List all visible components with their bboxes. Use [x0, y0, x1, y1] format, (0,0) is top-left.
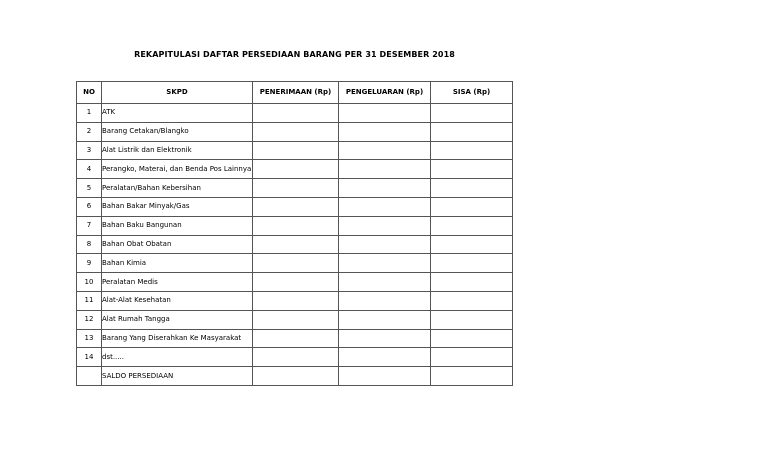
cell-no: 12	[77, 310, 102, 329]
cell-no: 10	[77, 273, 102, 292]
table-row	[77, 216, 513, 235]
table-row	[77, 273, 513, 292]
table-row	[77, 197, 513, 216]
cell-no	[77, 367, 102, 386]
cell-sisa	[431, 160, 513, 179]
cell-no: 2	[77, 122, 102, 141]
cell-penerimaan	[253, 310, 339, 329]
cell-penerimaan	[253, 367, 339, 386]
document-title: REKAPITULASI DAFTAR PERSEDIAAN BARANG PER 31 DESEMBER 2018	[134, 50, 455, 59]
cell-penerimaan	[253, 179, 339, 198]
table-row	[77, 329, 513, 348]
inventory-table	[76, 81, 513, 386]
cell-no: 14	[77, 348, 102, 367]
table-body	[77, 104, 513, 386]
cell-pengeluaran	[339, 273, 431, 292]
cell-pengeluaran	[339, 141, 431, 160]
table-row	[77, 141, 513, 160]
cell-no: 5	[77, 179, 102, 198]
cell-pengeluaran	[339, 216, 431, 235]
cell-sisa	[431, 179, 513, 198]
cell-penerimaan	[253, 216, 339, 235]
header-skpd: SKPD	[102, 82, 253, 104]
table-row	[77, 104, 513, 123]
cell-sisa	[431, 216, 513, 235]
cell-sisa	[431, 310, 513, 329]
cell-sisa	[431, 141, 513, 160]
cell-penerimaan	[253, 291, 339, 310]
cell-skpd: Peralatan Medis	[102, 273, 253, 292]
header-sisa: SISA (Rp)	[431, 82, 513, 104]
cell-sisa	[431, 197, 513, 216]
cell-penerimaan	[253, 348, 339, 367]
cell-sisa	[431, 104, 513, 123]
cell-sisa	[431, 254, 513, 273]
cell-no: 8	[77, 235, 102, 254]
header-penerimaan: PENERIMAAN (Rp)	[253, 82, 339, 104]
table-row	[77, 367, 513, 386]
cell-sisa	[431, 348, 513, 367]
cell-pengeluaran	[339, 367, 431, 386]
cell-pengeluaran	[339, 254, 431, 273]
header-pengeluaran: PENGELUARAN (Rp)	[339, 82, 431, 104]
cell-skpd: Perangko, Materai, dan Benda Pos Lainnya	[102, 160, 253, 179]
cell-no: 13	[77, 329, 102, 348]
cell-skpd: Bahan Kimia	[102, 254, 253, 273]
cell-penerimaan	[253, 104, 339, 123]
table-row	[77, 122, 513, 141]
table-row	[77, 348, 513, 367]
cell-no: 6	[77, 197, 102, 216]
cell-skpd: Bahan Obat Obatan	[102, 235, 253, 254]
cell-no: 4	[77, 160, 102, 179]
table-row	[77, 160, 513, 179]
table-row	[77, 179, 513, 198]
cell-penerimaan	[253, 273, 339, 292]
cell-skpd: Bahan Bakar Minyak/Gas	[102, 197, 253, 216]
cell-skpd: Alat Listrik dan Elektronik	[102, 141, 253, 160]
cell-pengeluaran	[339, 348, 431, 367]
cell-skpd: Bahan Baku Bangunan	[102, 216, 253, 235]
cell-penerimaan	[253, 235, 339, 254]
cell-skpd: Barang Cetakan/Blangko	[102, 122, 253, 141]
cell-penerimaan	[253, 160, 339, 179]
cell-pengeluaran	[339, 104, 431, 123]
cell-no: 3	[77, 141, 102, 160]
cell-penerimaan	[253, 141, 339, 160]
table-row	[77, 235, 513, 254]
cell-skpd: Alat Rumah Tangga	[102, 310, 253, 329]
table-row	[77, 310, 513, 329]
cell-skpd: dst.....	[102, 348, 253, 367]
cell-penerimaan	[253, 254, 339, 273]
cell-skpd: SALDO PERSEDIAAN	[102, 367, 253, 386]
cell-penerimaan	[253, 197, 339, 216]
cell-pengeluaran	[339, 329, 431, 348]
cell-pengeluaran	[339, 179, 431, 198]
cell-no: 7	[77, 216, 102, 235]
table-row	[77, 291, 513, 310]
cell-no: 9	[77, 254, 102, 273]
cell-sisa	[431, 122, 513, 141]
cell-sisa	[431, 329, 513, 348]
cell-penerimaan	[253, 122, 339, 141]
cell-skpd: Peralatan/Bahan Kebersihan	[102, 179, 253, 198]
cell-pengeluaran	[339, 310, 431, 329]
cell-skpd: Alat-Alat Kesehatan	[102, 291, 253, 310]
cell-pengeluaran	[339, 291, 431, 310]
cell-sisa	[431, 273, 513, 292]
cell-sisa	[431, 235, 513, 254]
cell-no: 1	[77, 104, 102, 123]
cell-penerimaan	[253, 329, 339, 348]
cell-skpd: Barang Yang Diserahkan Ke Masyarakat	[102, 329, 253, 348]
cell-pengeluaran	[339, 197, 431, 216]
cell-skpd: ATK	[102, 104, 253, 123]
cell-no: 11	[77, 291, 102, 310]
cell-pengeluaran	[339, 122, 431, 141]
table-row	[77, 254, 513, 273]
cell-sisa	[431, 291, 513, 310]
cell-pengeluaran	[339, 235, 431, 254]
table-header-row	[77, 82, 513, 104]
cell-sisa	[431, 367, 513, 386]
cell-pengeluaran	[339, 160, 431, 179]
header-no: NO	[77, 82, 102, 104]
